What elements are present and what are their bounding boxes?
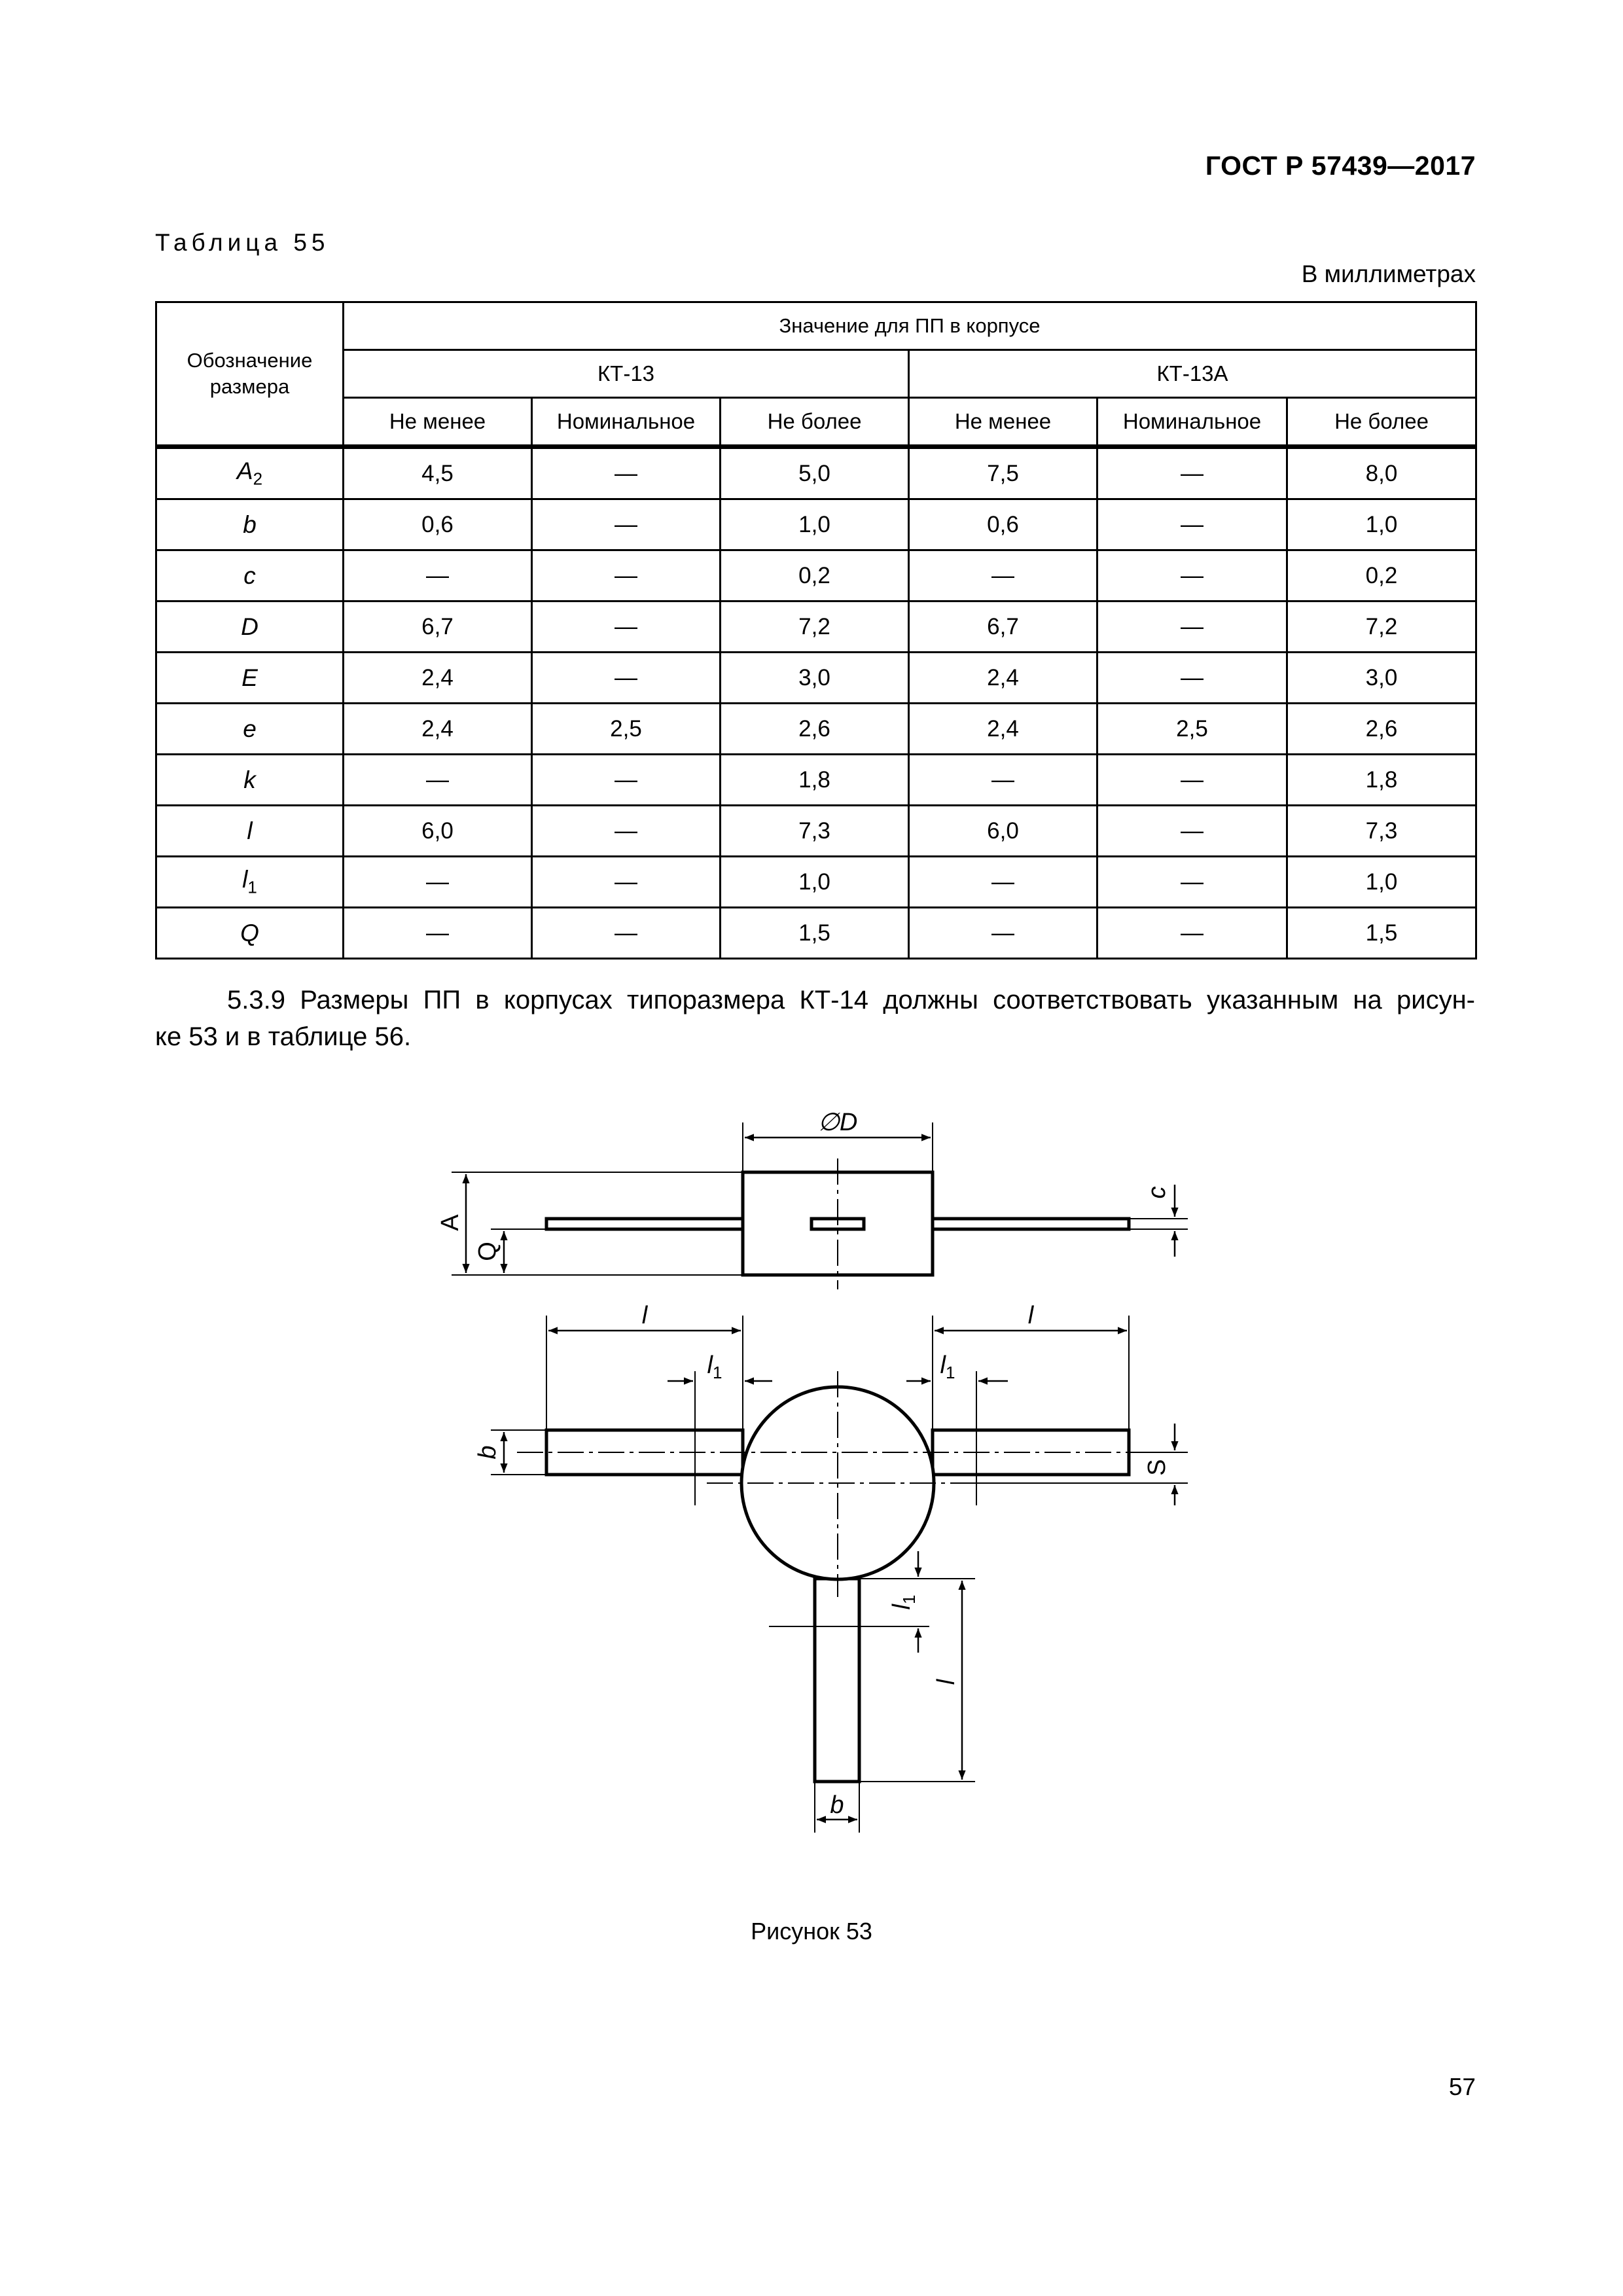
value-cell: — — [532, 857, 721, 908]
dimensions-table — [155, 301, 1477, 960]
top-view — [491, 1316, 1188, 1833]
value-cell: — — [344, 857, 532, 908]
value-cell: — — [1097, 499, 1287, 550]
value-cell: 8,0 — [1287, 447, 1476, 499]
label-l-bottom: l — [933, 1679, 960, 1685]
value-cell: 1,8 — [1287, 755, 1476, 806]
label-b-left: b — [474, 1445, 501, 1460]
value-cell: 1,5 — [1287, 908, 1476, 959]
value-cell: 2,5 — [532, 704, 721, 755]
bottom-lead-top — [815, 1579, 859, 1782]
dimension-symbol: k — [156, 755, 344, 806]
dimension-symbol: $l_1$ — [156, 857, 344, 908]
section-paragraph — [155, 982, 1475, 1055]
value-cell: 2,5 — [1097, 704, 1287, 755]
value-cell: 0,2 — [1287, 550, 1476, 601]
left-lead-side — [546, 1219, 743, 1229]
dimension-symbol: b — [156, 499, 344, 550]
table-row — [156, 653, 1476, 704]
value-cell: — — [344, 755, 532, 806]
table-row — [156, 499, 1476, 550]
label-b-bottom: b — [830, 1791, 844, 1819]
label-Q: Q — [474, 1242, 501, 1261]
package-header-kt13a: КТ-13А — [909, 350, 1476, 398]
value-cell: 0,2 — [721, 550, 909, 601]
paragraph-line-2: ке 53 и в таблице 56. — [155, 1022, 412, 1051]
row-header-cell — [156, 302, 344, 447]
dimension-symbol: Q — [156, 908, 344, 959]
row-header-line-1: Обозначение — [187, 349, 313, 372]
body-side-outline — [743, 1172, 933, 1275]
label-S: S — [1143, 1459, 1171, 1476]
value-cell: 1,0 — [1287, 857, 1476, 908]
value-cell: 1,5 — [721, 908, 909, 959]
value-cell: 4,5 — [344, 447, 532, 499]
side-view — [452, 1122, 1188, 1289]
label-diameter-D: ∅D — [817, 1109, 858, 1136]
value-cell: — — [909, 755, 1097, 806]
table-caption: Таблица 55 — [155, 229, 330, 256]
body-top-outline — [741, 1387, 934, 1579]
table-row — [156, 550, 1476, 601]
value-cell: 6,0 — [344, 806, 532, 857]
value-cell: 0,6 — [909, 499, 1097, 550]
table-row — [156, 806, 1476, 857]
value-cell: — — [909, 550, 1097, 601]
value-cell: 3,0 — [721, 653, 909, 704]
value-cell: 2,6 — [721, 704, 909, 755]
value-cell: — — [1097, 857, 1287, 908]
value-cell: 2,4 — [344, 653, 532, 704]
value-cell: 2,4 — [909, 653, 1097, 704]
value-cell: — — [909, 857, 1097, 908]
table-row — [156, 755, 1476, 806]
label-c: c — [1143, 1186, 1171, 1199]
row-header-line-2: размера — [209, 375, 290, 398]
paragraph-line-1: 5.3.9 Размеры ПП в корпусах типоразмера КТ-14 должны соответствовать указанным на рисун- — [227, 986, 1475, 1014]
standard-designation: ГОСТ Р 57439—2017 — [1205, 151, 1476, 181]
value-cell: — — [1097, 601, 1287, 653]
value-cell: — — [1097, 806, 1287, 857]
page-number: 57 — [1448, 2073, 1476, 2100]
value-cell: 1,0 — [1287, 499, 1476, 550]
table-row — [156, 704, 1476, 755]
value-cell: 2,6 — [1287, 704, 1476, 755]
package-header-kt13: КТ-13 — [344, 350, 909, 398]
value-cell: — — [532, 908, 721, 959]
column-header: Номинальное — [1097, 398, 1287, 447]
value-cell: — — [1097, 755, 1287, 806]
dimension-symbol: E — [156, 653, 344, 704]
dimension-symbol: c — [156, 550, 344, 601]
value-cell: 3,0 — [1287, 653, 1476, 704]
column-header: Не более — [721, 398, 909, 447]
label-l1-left: $l_1$ — [707, 1352, 722, 1382]
figure-caption: Рисунок 53 — [751, 1918, 872, 1945]
value-cell: 6,0 — [909, 806, 1097, 857]
table-row — [156, 908, 1476, 959]
value-cell: 1,8 — [721, 755, 909, 806]
value-cell: 2,4 — [909, 704, 1097, 755]
value-cell: — — [1097, 550, 1287, 601]
label-l-right: l — [1027, 1302, 1034, 1329]
column-header: Не менее — [344, 398, 532, 447]
right-lead-top — [933, 1430, 1129, 1475]
column-header: Не менее — [909, 398, 1097, 447]
value-cell: 2,4 — [344, 704, 532, 755]
value-cell: 0,6 — [344, 499, 532, 550]
value-cell: 7,2 — [1287, 601, 1476, 653]
label-l1-right: $l_1$ — [940, 1352, 955, 1382]
table-row — [156, 601, 1476, 653]
table-row — [156, 857, 1476, 908]
left-lead-top — [546, 1430, 743, 1475]
value-cell: 7,3 — [721, 806, 909, 857]
value-cell: — — [344, 908, 532, 959]
value-cell: 6,7 — [909, 601, 1097, 653]
label-A: A — [437, 1214, 464, 1231]
column-header: Не более — [1287, 398, 1476, 447]
value-cell: 7,2 — [721, 601, 909, 653]
value-cell: 1,0 — [721, 499, 909, 550]
label-l1-bottom: $l_1$ — [888, 1594, 919, 1610]
value-cell: — — [532, 447, 721, 499]
label-l-left: l — [641, 1302, 648, 1329]
group-header: Значение для ПП в корпусе — [344, 302, 1476, 350]
dimension-symbol: l — [156, 806, 344, 857]
value-cell: — — [532, 601, 721, 653]
value-cell: 7,5 — [909, 447, 1097, 499]
table-row — [156, 447, 1476, 499]
dimension-symbol: D — [156, 601, 344, 653]
value-cell: — — [532, 499, 721, 550]
right-lead-side — [933, 1219, 1129, 1229]
value-cell: — — [532, 550, 721, 601]
value-cell: — — [532, 806, 721, 857]
value-cell: — — [1097, 908, 1287, 959]
value-cell: — — [344, 550, 532, 601]
body-marker-slot — [812, 1219, 864, 1229]
value-cell: — — [909, 908, 1097, 959]
dimension-symbol: e — [156, 704, 344, 755]
value-cell: 7,3 — [1287, 806, 1476, 857]
value-cell: — — [532, 755, 721, 806]
dimension-symbol: $A_2$ — [156, 447, 344, 499]
units-note: В миллиметрах — [1301, 260, 1476, 287]
value-cell: — — [532, 653, 721, 704]
value-cell: 5,0 — [721, 447, 909, 499]
value-cell: — — [1097, 653, 1287, 704]
column-header: Номинальное — [532, 398, 721, 447]
value-cell: — — [1097, 447, 1287, 499]
value-cell: 1,0 — [721, 857, 909, 908]
value-cell: 6,7 — [344, 601, 532, 653]
